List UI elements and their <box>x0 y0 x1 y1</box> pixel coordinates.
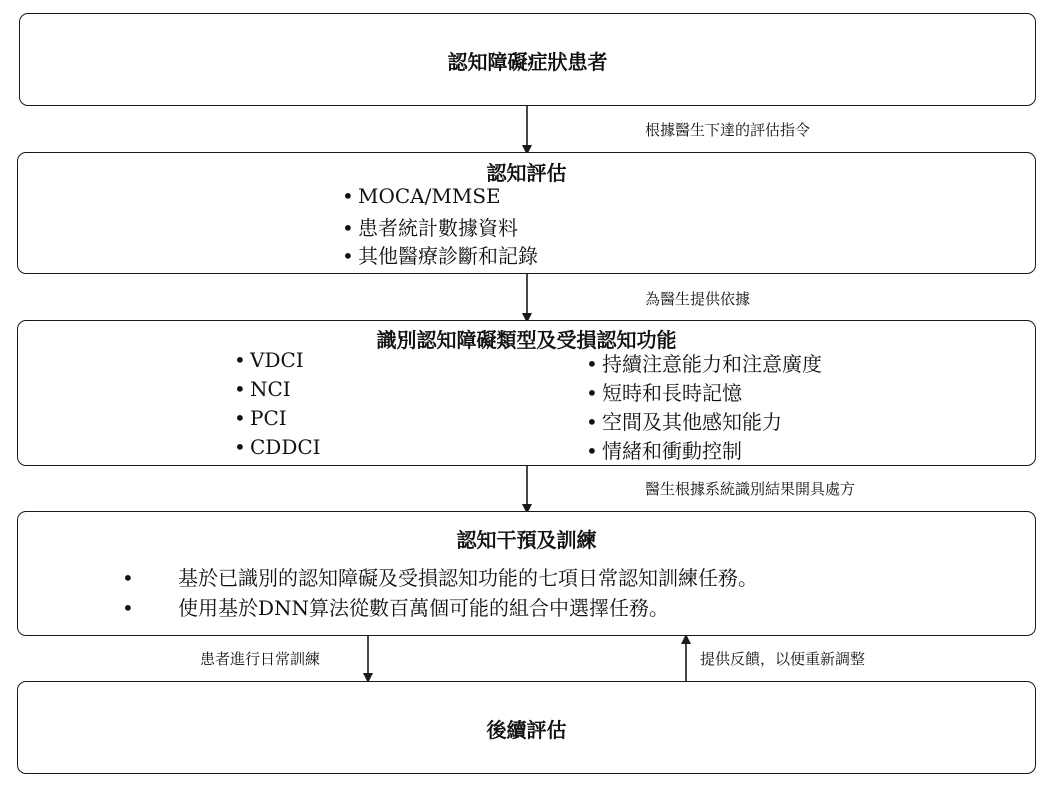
arrow-4-label: 患者進行日常訓練 <box>200 650 321 668</box>
ci-type-item: • NCI <box>234 377 291 401</box>
follow-up-title: 後續評估 <box>486 718 567 742</box>
follow-up-box <box>17 681 1036 774</box>
intervention-box <box>17 511 1036 636</box>
cognitive-assessment-box <box>17 152 1036 274</box>
intervention-title: 認知干預及訓練 <box>456 528 597 552</box>
function-item: • 持續注意能力和注意廣度 <box>586 352 822 376</box>
intervention-item: • 基於已識別的認知障礙及受損認知功能的七項日常認知訓練任務。 <box>122 566 758 590</box>
assessment-item: • MOCA/MMSE <box>342 184 501 208</box>
arrow-1-label: 根據醫生下達的評估指令 <box>645 121 811 139</box>
identification-title: 識別認知障礙類型及受損認知功能 <box>376 328 677 352</box>
patient-box <box>19 13 1036 106</box>
identification-box <box>17 320 1036 466</box>
arrow-5-label: 提供反饋，以便重新調整 <box>700 650 866 668</box>
assessment-item: • 其他醫療診斷和記錄 <box>342 244 538 268</box>
ci-type-item: • VDCI <box>234 348 304 372</box>
intervention-item: • 使用基於DNN算法從數百萬個可能的組合中選擇任務。 <box>122 596 670 620</box>
cognitive-assessment-title: 認知評估 <box>486 161 567 185</box>
assessment-item: • 患者統計數據資料 <box>342 216 518 240</box>
ci-type-item: • PCI <box>234 406 287 430</box>
function-item: • 情緒和衝動控制 <box>586 439 742 463</box>
function-item: • 空間及其他感知能力 <box>586 410 782 434</box>
patient-title: 認知障礙症狀患者 <box>447 50 608 74</box>
ci-type-item: • CDDCI <box>234 435 321 459</box>
function-item: • 短時和長時記憶 <box>586 381 742 405</box>
arrow-3-label: 醫生根據系統識別結果開具處方 <box>645 480 856 498</box>
arrow-2-label: 為醫生提供依據 <box>645 290 751 308</box>
